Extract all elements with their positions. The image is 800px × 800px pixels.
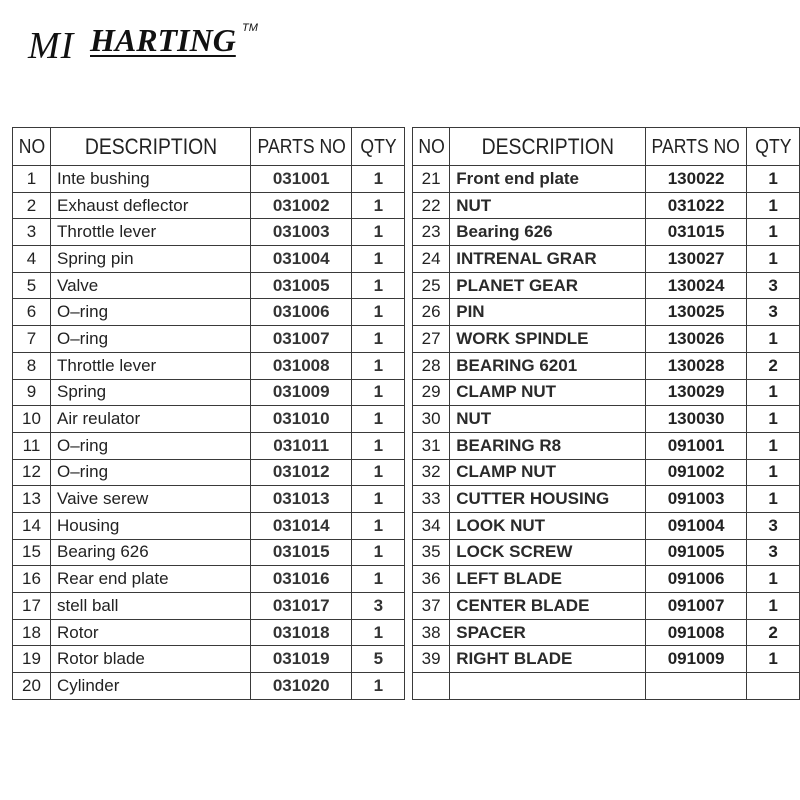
- table-row: [13, 166, 405, 193]
- table-row: [413, 512, 800, 539]
- trademark-mark: TM: [242, 22, 258, 34]
- cell-parts-no: 130024: [645, 272, 746, 299]
- cell-qty: 1: [352, 459, 405, 486]
- cell-qty: 5: [352, 646, 405, 673]
- cell-description: Throttle lever: [51, 219, 251, 246]
- cell-no: 17: [13, 593, 51, 620]
- cell-no: 7: [13, 326, 51, 353]
- cell-no: 32: [413, 459, 450, 486]
- cell-parts-no: 091003: [645, 486, 746, 513]
- cell-parts-no: 031015: [251, 539, 352, 566]
- header-parts-no: PARTS NO: [651, 128, 740, 166]
- cell-description: [450, 673, 646, 700]
- cell-no: 16: [13, 566, 51, 593]
- cell-description: LEFT BLADE: [450, 566, 646, 593]
- header-description: DESCRIPTION: [63, 128, 239, 166]
- table-row: [13, 486, 405, 513]
- cell-description: BEARING R8: [450, 432, 646, 459]
- cell-qty: 2: [747, 352, 800, 379]
- cell-description: CUTTER HOUSING: [450, 486, 646, 513]
- cell-description: Front end plate: [450, 166, 646, 193]
- cell-no: 38: [413, 619, 450, 646]
- cell-parts-no: 130022: [645, 166, 746, 193]
- table-row: [413, 379, 800, 406]
- table-row: [413, 406, 800, 433]
- table-row: [413, 619, 800, 646]
- cell-no: 6: [13, 299, 51, 326]
- parts-table-left: [12, 127, 405, 700]
- cell-no: 25: [413, 272, 450, 299]
- cell-parts-no: 031020: [251, 673, 352, 700]
- cell-description: Rotor: [51, 619, 251, 646]
- cell-qty: 1: [352, 299, 405, 326]
- cell-no: 28: [413, 352, 450, 379]
- table-row: [13, 219, 405, 246]
- cell-parts-no: 130028: [645, 352, 746, 379]
- table-row: [13, 246, 405, 273]
- cell-parts-no: 091002: [645, 459, 746, 486]
- cell-description: O–ring: [51, 459, 251, 486]
- cell-qty: 3: [747, 539, 800, 566]
- table-row: [13, 432, 405, 459]
- cell-parts-no: 031003: [251, 219, 352, 246]
- cell-parts-no: 031011: [251, 432, 352, 459]
- cell-qty: [747, 673, 800, 700]
- table-row: [413, 432, 800, 459]
- cell-parts-no: 031001: [251, 166, 352, 193]
- cell-qty: 1: [352, 326, 405, 353]
- cell-parts-no: 031019: [251, 646, 352, 673]
- cell-parts-no: 091009: [645, 646, 746, 673]
- cell-no: 34: [413, 512, 450, 539]
- cell-no: [413, 673, 450, 700]
- cell-description: LOCK SCREW: [450, 539, 646, 566]
- cell-qty: 1: [352, 486, 405, 513]
- cell-qty: 1: [747, 593, 800, 620]
- table-row: [413, 459, 800, 486]
- cell-description: PLANET GEAR: [450, 272, 646, 299]
- cell-qty: 1: [352, 219, 405, 246]
- cell-parts-no: 031014: [251, 512, 352, 539]
- cell-no: 4: [13, 246, 51, 273]
- cell-parts-no: 031002: [251, 192, 352, 219]
- brand-prefix: MI: [28, 25, 75, 67]
- cell-no: 12: [13, 459, 51, 486]
- cell-description: Bearing 626: [51, 539, 251, 566]
- cell-qty: 1: [747, 379, 800, 406]
- brand-name: HARTING: [90, 22, 236, 58]
- cell-no: 10: [13, 406, 51, 433]
- cell-no: 11: [13, 432, 51, 459]
- cell-qty: 3: [747, 299, 800, 326]
- cell-description: CLAMP NUT: [450, 379, 646, 406]
- table-header-row: [13, 128, 405, 166]
- table-row: [413, 166, 800, 193]
- cell-qty: 1: [747, 406, 800, 433]
- cell-parts-no: 031017: [251, 593, 352, 620]
- table-row: [413, 673, 800, 700]
- cell-no: 37: [413, 593, 450, 620]
- cell-qty: 1: [747, 192, 800, 219]
- cell-parts-no: 130025: [645, 299, 746, 326]
- cell-qty: 1: [747, 219, 800, 246]
- cell-qty: 1: [747, 646, 800, 673]
- cell-parts-no: 091005: [645, 539, 746, 566]
- table-row: [13, 539, 405, 566]
- cell-parts-no: 031012: [251, 459, 352, 486]
- table-row: [413, 486, 800, 513]
- table-row: [13, 673, 405, 700]
- table-row: [13, 379, 405, 406]
- cell-description: CLAMP NUT: [450, 459, 646, 486]
- cell-qty: 1: [352, 566, 405, 593]
- cell-parts-no: 031004: [251, 246, 352, 273]
- cell-qty: 1: [747, 432, 800, 459]
- header-qty: QTY: [355, 128, 402, 166]
- cell-qty: 3: [352, 593, 405, 620]
- cell-parts-no: 091008: [645, 619, 746, 646]
- cell-description: Throttle lever: [51, 352, 251, 379]
- cell-no: 5: [13, 272, 51, 299]
- cell-description: O–ring: [51, 326, 251, 353]
- cell-qty: 1: [747, 486, 800, 513]
- cell-qty: 1: [352, 246, 405, 273]
- table-row: [413, 299, 800, 326]
- table-row: [13, 192, 405, 219]
- table-row: [13, 619, 405, 646]
- cell-description: Inte bushing: [51, 166, 251, 193]
- cell-qty: 3: [747, 272, 800, 299]
- header-parts-no: PARTS NO: [257, 128, 346, 166]
- cell-description: RIGHT BLADE: [450, 646, 646, 673]
- table-row: [413, 593, 800, 620]
- table-row: [413, 566, 800, 593]
- table-row: [413, 352, 800, 379]
- table-row: [13, 326, 405, 353]
- cell-no: 27: [413, 326, 450, 353]
- cell-parts-no: [645, 673, 746, 700]
- cell-description: O–ring: [51, 299, 251, 326]
- cell-parts-no: 031010: [251, 406, 352, 433]
- header-no: NO: [15, 128, 48, 166]
- parts-table-right: [412, 127, 800, 700]
- cell-no: 3: [13, 219, 51, 246]
- cell-description: Air reulator: [51, 406, 251, 433]
- cell-parts-no: 031015: [645, 219, 746, 246]
- table-row: [413, 326, 800, 353]
- cell-parts-no: 031013: [251, 486, 352, 513]
- cell-parts-no: 091007: [645, 593, 746, 620]
- table-row: [13, 406, 405, 433]
- cell-parts-no: 091001: [645, 432, 746, 459]
- cell-qty: 1: [352, 619, 405, 646]
- cell-description: Vaive serew: [51, 486, 251, 513]
- cell-no: 35: [413, 539, 450, 566]
- table-row: [413, 646, 800, 673]
- table-row: [13, 299, 405, 326]
- cell-no: 23: [413, 219, 450, 246]
- cell-parts-no: 031022: [645, 192, 746, 219]
- cell-qty: 1: [352, 512, 405, 539]
- table-row: [13, 459, 405, 486]
- cell-description: Rear end plate: [51, 566, 251, 593]
- cell-no: 33: [413, 486, 450, 513]
- cell-description: Spring: [51, 379, 251, 406]
- cell-description: CENTER BLADE: [450, 593, 646, 620]
- cell-qty: 1: [352, 352, 405, 379]
- table-row: [13, 646, 405, 673]
- table-row: [13, 352, 405, 379]
- table-row: [13, 272, 405, 299]
- cell-parts-no: 031009: [251, 379, 352, 406]
- cell-description: BEARING 6201: [450, 352, 646, 379]
- cell-no: 36: [413, 566, 450, 593]
- cell-no: 22: [413, 192, 450, 219]
- cell-qty: 1: [352, 166, 405, 193]
- cell-parts-no: 031008: [251, 352, 352, 379]
- table-row: [413, 246, 800, 273]
- cell-no: 39: [413, 646, 450, 673]
- cell-description: O–ring: [51, 432, 251, 459]
- table-row: [13, 593, 405, 620]
- cell-description: Exhaust deflector: [51, 192, 251, 219]
- table-row: [413, 219, 800, 246]
- cell-description: LOOK NUT: [450, 512, 646, 539]
- cell-no: 14: [13, 512, 51, 539]
- cell-parts-no: 031005: [251, 272, 352, 299]
- cell-no: 21: [413, 166, 450, 193]
- cell-no: 2: [13, 192, 51, 219]
- cell-no: 9: [13, 379, 51, 406]
- cell-no: 8: [13, 352, 51, 379]
- cell-no: 1: [13, 166, 51, 193]
- cell-qty: 1: [747, 326, 800, 353]
- cell-description: SPACER: [450, 619, 646, 646]
- cell-no: 19: [13, 646, 51, 673]
- cell-description: INTRENAL GRAR: [450, 246, 646, 273]
- cell-no: 20: [13, 673, 51, 700]
- cell-no: 18: [13, 619, 51, 646]
- cell-description: stell ball: [51, 593, 251, 620]
- cell-description: Housing: [51, 512, 251, 539]
- cell-qty: 1: [352, 379, 405, 406]
- header-description: DESCRIPTION: [461, 128, 633, 166]
- cell-qty: 2: [747, 619, 800, 646]
- cell-no: 13: [13, 486, 51, 513]
- cell-qty: 1: [747, 459, 800, 486]
- cell-qty: 1: [747, 566, 800, 593]
- cell-parts-no: 031018: [251, 619, 352, 646]
- cell-description: Valve: [51, 272, 251, 299]
- cell-parts-no: 130030: [645, 406, 746, 433]
- cell-qty: 1: [352, 192, 405, 219]
- cell-qty: 3: [747, 512, 800, 539]
- cell-no: 31: [413, 432, 450, 459]
- cell-parts-no: 091004: [645, 512, 746, 539]
- cell-parts-no: 031007: [251, 326, 352, 353]
- table-row: [413, 272, 800, 299]
- cell-no: 29: [413, 379, 450, 406]
- cell-no: 26: [413, 299, 450, 326]
- cell-parts-no: 091006: [645, 566, 746, 593]
- cell-qty: 1: [352, 432, 405, 459]
- cell-description: WORK SPINDLE: [450, 326, 646, 353]
- cell-description: Cylinder: [51, 673, 251, 700]
- table-row: [413, 539, 800, 566]
- cell-description: PIN: [450, 299, 646, 326]
- cell-qty: 1: [747, 246, 800, 273]
- table-row: [13, 512, 405, 539]
- cell-description: Bearing 626: [450, 219, 646, 246]
- cell-parts-no: 130027: [645, 246, 746, 273]
- cell-qty: 1: [747, 166, 800, 193]
- cell-description: NUT: [450, 406, 646, 433]
- cell-no: 15: [13, 539, 51, 566]
- header-no: NO: [415, 128, 448, 166]
- cell-parts-no: 031006: [251, 299, 352, 326]
- cell-description: Rotor blade: [51, 646, 251, 673]
- header-qty: QTY: [750, 128, 796, 166]
- table-row: [413, 192, 800, 219]
- table-header-row: [413, 128, 800, 166]
- cell-parts-no: 130029: [645, 379, 746, 406]
- table-row: [13, 566, 405, 593]
- cell-description: Spring pin: [51, 246, 251, 273]
- cell-qty: 1: [352, 539, 405, 566]
- cell-qty: 1: [352, 673, 405, 700]
- cell-qty: 1: [352, 406, 405, 433]
- cell-parts-no: 031016: [251, 566, 352, 593]
- cell-description: NUT: [450, 192, 646, 219]
- cell-no: 24: [413, 246, 450, 273]
- cell-qty: 1: [352, 272, 405, 299]
- cell-parts-no: 130026: [645, 326, 746, 353]
- cell-no: 30: [413, 406, 450, 433]
